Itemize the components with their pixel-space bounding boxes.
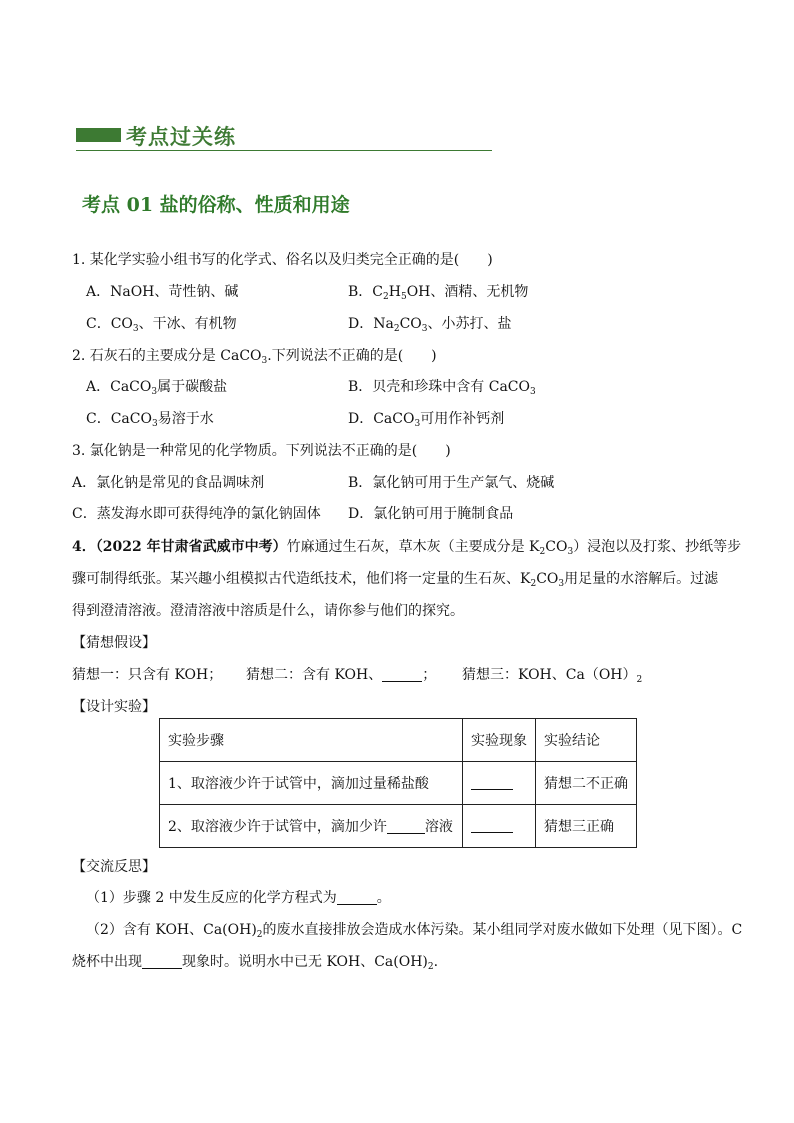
row1-phenomenon-blank[interactable] — [471, 775, 513, 790]
row1-step: 1、取溶液少许于试管中，滴加过量稀盐酸 — [160, 762, 463, 805]
q3-option-b: B．氯化钠可用于生产氯气、烧碱 — [348, 475, 555, 491]
table-row — [160, 805, 637, 848]
q4-line-1: 4．（2022 年甘肃省武威市中考）竹麻通过生石灰，草木灰（主要成分是 $K_2CO_3$）浸泡以及打浆、抄纸等步 — [72, 539, 742, 557]
equation-blank[interactable] — [337, 890, 377, 905]
q1-option-a: A．NaOH、苛性钠、碱 — [86, 284, 239, 300]
row2-reagent-blank[interactable] — [387, 819, 425, 834]
row1-phenomenon — [463, 762, 536, 805]
banner-title: 考点过关练 — [126, 124, 236, 149]
q3-stem: 3. 氯化钠是一种常见的化学物质。下列说法不正确的是( ) — [72, 443, 451, 459]
section-title: 考点 01 盐的俗称、性质和用途 — [82, 194, 350, 216]
table-header-conclusion: 实验结论 — [536, 719, 637, 762]
q2-option-b: B．贝壳和珍珠中含有 CaCO$_3$ — [348, 379, 536, 397]
q1-stem: 1. 某化学实验小组书写的化学式、俗名以及归类完全正确的是( ) — [72, 252, 493, 268]
heading-design: 【设计实验】 — [72, 699, 156, 715]
banner-underline — [76, 150, 492, 151]
heading-reflection: 【交流反思】 — [72, 859, 156, 875]
q1-option-d: D．$Na_2CO_3$、小苏打、盐 — [348, 316, 512, 334]
table-header-row — [160, 719, 637, 762]
q3-option-d: D．氯化钠可用于腌制食品 — [348, 506, 514, 522]
reflection-3: 烧杯中出现 现象时。说明水中已无 KOH、$Ca(OH)_2$. — [72, 954, 439, 972]
phenomenon-blank[interactable] — [142, 954, 182, 969]
q1-option-c: C．$CO_3$、干冰、有机物 — [86, 316, 237, 334]
q2-option-a: A．CaCO$_3$属于碳酸盐 — [86, 379, 228, 397]
row2-phenomenon-blank[interactable] — [471, 818, 513, 833]
experiment-table — [159, 718, 637, 848]
q3-option-a: A．氯化钠是常见的食品调味剂 — [72, 475, 265, 491]
q4-line-3: 得到澄清溶液。澄清溶液中溶质是什么，请你参与他们的探究。 — [72, 603, 464, 619]
table-header-phenomenon: 实验现象 — [463, 719, 536, 762]
hypothesis-3: 猜想三：KOH、$Ca(OH)_2$ — [462, 667, 643, 685]
q2-stem: 2. 石灰石的主要成分是 CaCO$_3$.下列说法不正确的是( ) — [72, 348, 437, 366]
table-header-step: 实验步骤 — [160, 719, 463, 762]
row2-conclusion: 猜想三正确 — [536, 805, 637, 848]
reflection-1: （1）步骤 2 中发生反应的化学方程式为 。 — [86, 890, 391, 906]
hypothesis-2-blank[interactable] — [382, 667, 422, 682]
q1-option-b: B．$C_2H_5OH$、酒精、无机物 — [348, 284, 529, 302]
q2-option-d: D．CaCO$_3$可用作补钙剂 — [348, 411, 505, 429]
row1-conclusion: 猜想二不正确 — [536, 762, 637, 805]
banner-bar — [76, 128, 121, 142]
heading-hypothesis: 【猜想假设】 — [72, 635, 156, 651]
q2-option-c: C．CaCO$_3$易溶于水 — [86, 411, 214, 429]
row2-step: 2、取溶液少许于试管中，滴加少许 溶液 — [160, 805, 463, 848]
reflection-2: （2）含有 KOH、$Ca(OH)_2$的废水直接排放会造成水体污染。某小组同学对废水做如下处理（见下图）。C — [86, 922, 743, 940]
table-row — [160, 762, 637, 805]
q4-line-2: 骤可制得纸张。某兴趣小组模拟古代造纸技术，他们将一定量的生石灰、$K_2CO_3$用足量的水溶解后。过滤 — [72, 571, 719, 589]
q3-option-c: C．蒸发海水即可获得纯净的氯化钠固体 — [72, 506, 321, 522]
row2-phenomenon — [463, 805, 536, 848]
hypothesis-1: 猜想一：只含有 KOH； — [72, 667, 223, 683]
hypothesis-2: 猜想二：含有 KOH、 ； — [246, 667, 437, 683]
